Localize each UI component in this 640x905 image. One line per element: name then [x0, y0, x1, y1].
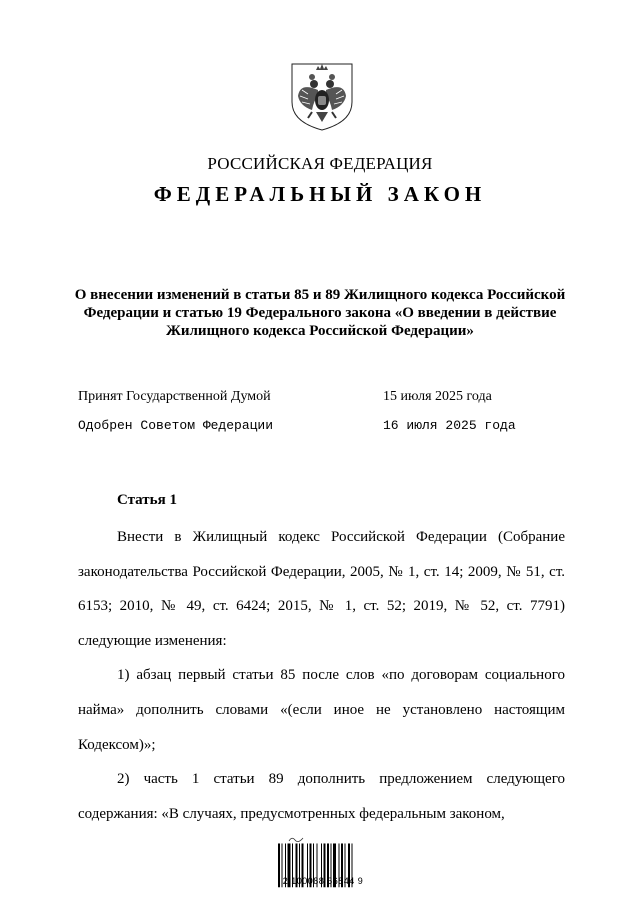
adoption-label: Принят Государственной Думой: [78, 389, 271, 404]
article-paragraph: 2) часть 1 статьи 89 дополнить предложением следующего содержания: «В случаях, предусмотренных федеральным законом,: [78, 771, 565, 822]
russian-coat-of-arms-icon: [290, 60, 354, 132]
adoption-date: 16 июля 2025 года: [383, 418, 516, 433]
document-type: ФЕДЕРАЛЬНЫЙ ЗАКОН: [153, 182, 487, 206]
country-name: РОССИЙСКАЯ ФЕДЕРАЦИЯ: [207, 154, 433, 173]
article-paragraph: Внести в Жилищный кодекс Российской Федерации (Собрание законодательства Российской Федерации, 2005, № 1, ст. 14; 2009, № 51, ст. 6153; 2010, № 49, ст. 6424; 2015, № 1, ст. 52; 2019, № 52, ст. 7791) следующие изменения:: [78, 529, 565, 649]
article-body: [78, 520, 565, 831]
barcode-number: 2 100088 66844 9: [282, 876, 364, 886]
article-heading: Статья 1: [117, 492, 177, 508]
law-title: О внесении изменений в статьи 85 и 89 Жилищного кодекса Российской Федерации и статью 19 Федерального закона «О введении в действие Жилищного кодекса Российской Федерации»: [74, 287, 566, 339]
article-paragraph: 1) абзац первый статьи 85 после слов «по договорам социального найма» дополнить словами «(если иное не установлено настоящим Кодексом)»;: [78, 667, 565, 753]
adoption-date: 15 июля 2025 года: [383, 389, 492, 404]
adoption-label: Одобрен Советом Федерации: [78, 418, 274, 433]
